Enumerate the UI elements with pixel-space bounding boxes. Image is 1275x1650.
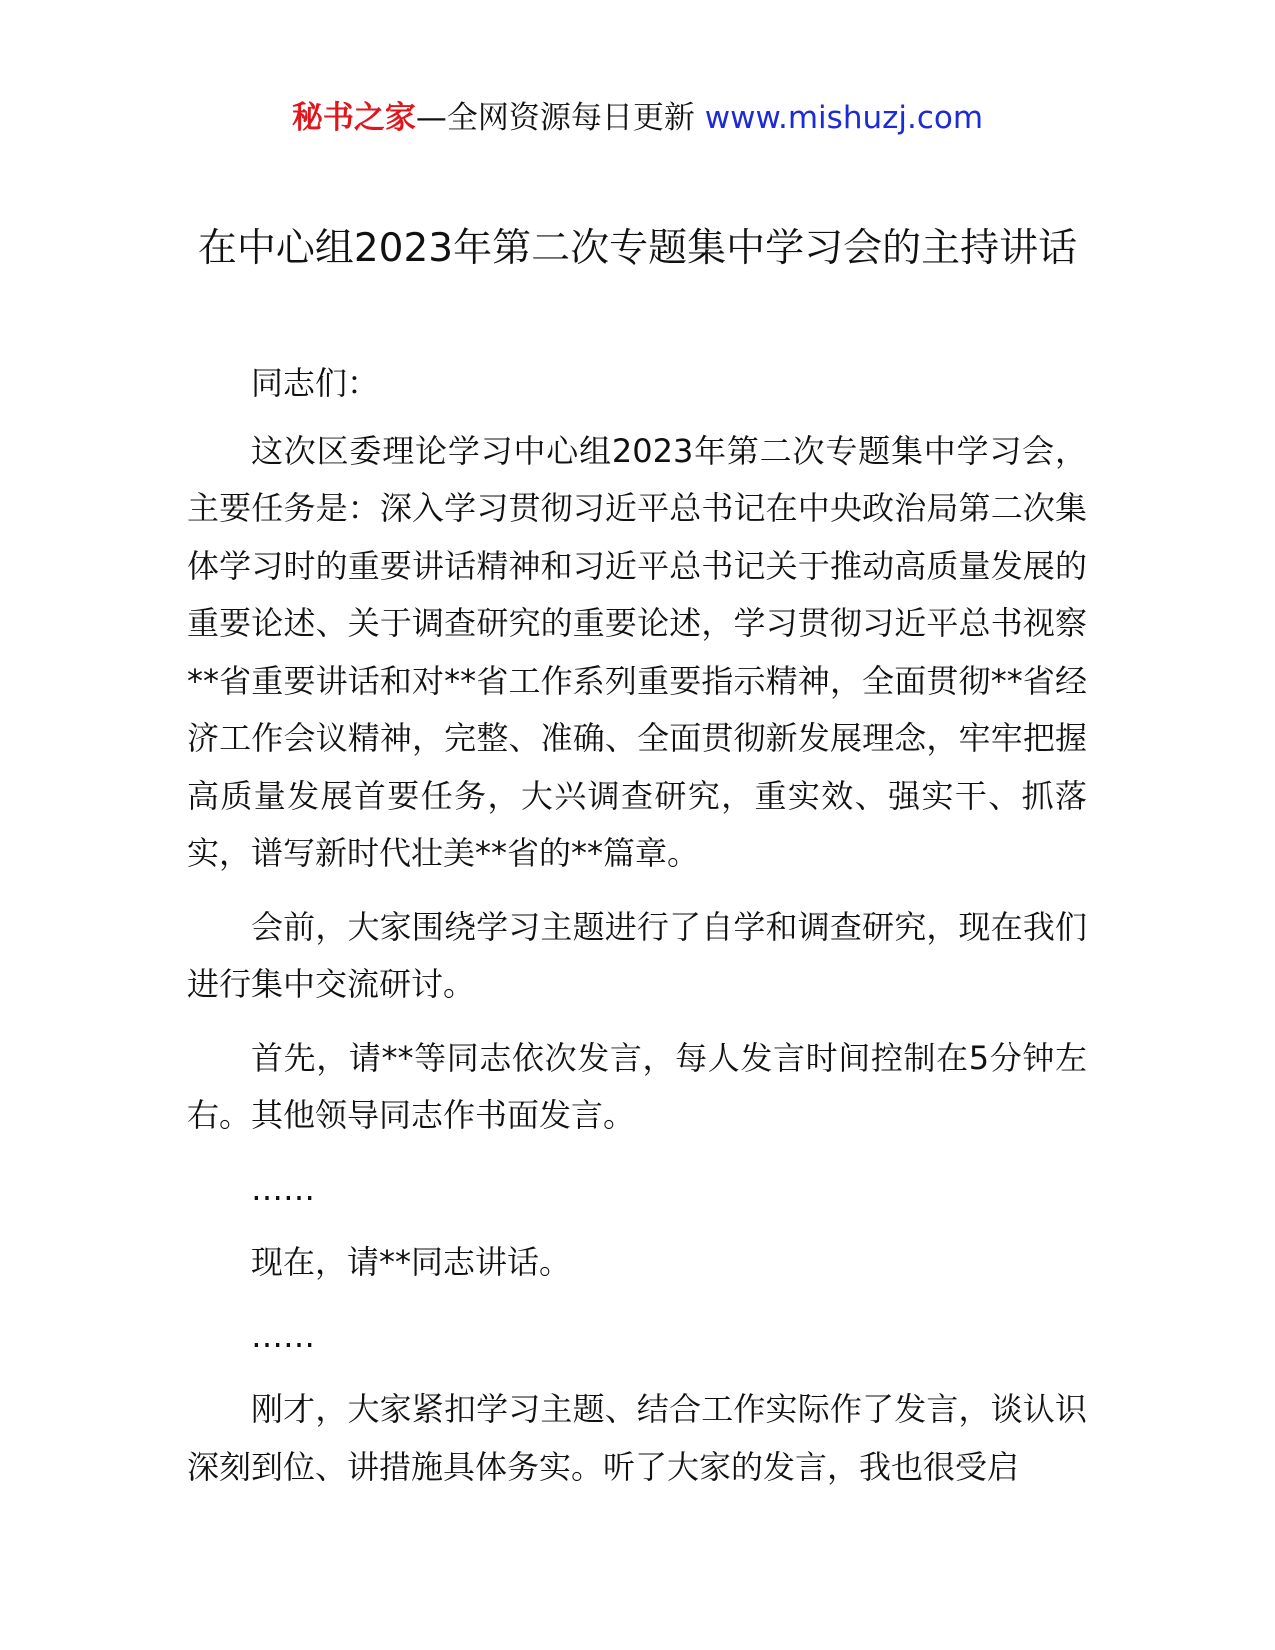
body-paragraph: 这次区委理论学习中心组2023年第二次专题集中学习会，主要任务是：深入学习贯彻习近平总书记在中央政治局第二次集体学习时的重要讲话精神和习近平总书记关于推动高质量发展的重要论述、关于调查研究的重要论述，学习贯彻习近平总书视察**省重要讲话和对**省工作系列重要指示精神，全面贯彻**省经济工作会议精神，完整、准确、全面贯彻新发展理念，牢牢把握高质量发展首要任务，大兴调查研究，重实效、强实干、抓落实，谱写新时代壮美**省的**篇章。 (187, 431, 1087, 872)
site-url-link[interactable]: www.mishuzj.com (704, 100, 984, 136)
body-paragraph: 现在，请**同志讲话。 (251, 1243, 572, 1281)
site-tagline: —全网资源每日更新 (415, 100, 705, 136)
salutation: 同志们： (251, 364, 380, 402)
ellipsis-line: …… (251, 1316, 315, 1355)
body-paragraph: 会前，大家围绕学习主题进行了自学和调查研究，现在我们进行集中交流研讨。 (187, 907, 1087, 1003)
site-brand: 秘书之家 (291, 100, 416, 136)
ellipsis-line: …… (251, 1169, 315, 1208)
document-title: 在中心组2023年第二次专题集中学习会的主持讲话 (197, 226, 1078, 271)
body-paragraph: 首先，请**等同志依次发言，每人发言时间控制在5分钟左右。其他领导同志作书面发言。 (187, 1038, 1087, 1134)
site-banner (0, 96, 1275, 140)
body-paragraph: 刚才，大家紧扣学习主题、结合工作实际作了发言，谈认识深刻到位、讲措施具体务实。听了大家的发言，我也很受启 (187, 1390, 1087, 1486)
document-body (187, 355, 1087, 1506)
